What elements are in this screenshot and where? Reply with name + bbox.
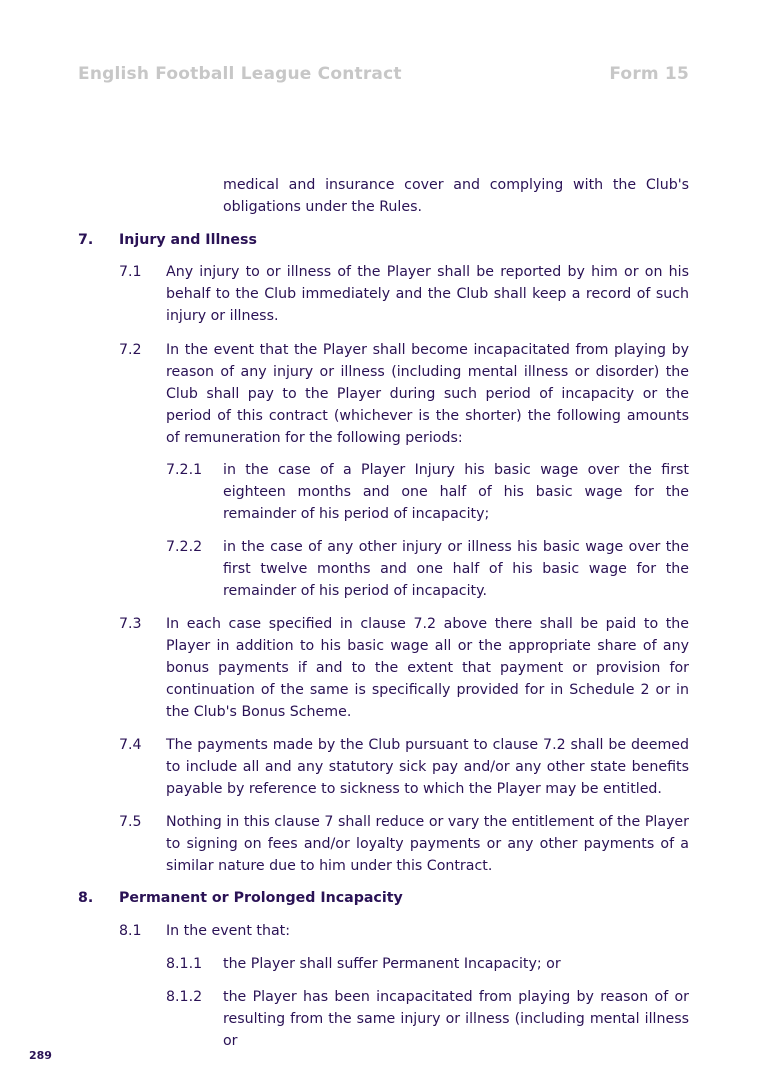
clause-number: 7.2 xyxy=(119,342,142,358)
subclause-number: 8.1.2 xyxy=(166,989,203,1005)
section-number: 7. xyxy=(78,232,94,248)
clause-number: 7.4 xyxy=(119,737,142,753)
section-title: Injury and Illness xyxy=(119,232,257,248)
page-number: 289 xyxy=(29,1049,52,1062)
clause-text: In the event that the Player shall become incapacitated from playing by reason of any injury or illness (including mental illness or disorder) the Club shall pay to the Player during such period of incapacity or the period of this contract (whichever is the shorter) the following amounts of remuneration for the following periods: xyxy=(166,342,689,446)
clause-number: 7.1 xyxy=(119,264,142,280)
clause-text: The payments made by the Club pursuant to clause 7.2 shall be deemed to include all and any statutory sick pay and/or any other state benefits payable by reference to sickness to which the Player may be entitled. xyxy=(166,737,689,797)
clause-text: Nothing in this clause 7 shall reduce or vary the entitlement of the Player to signing on fees and/or loyalty payments or any other payments of a similar nature due to him under this Contract. xyxy=(166,814,689,874)
clause-text: In each case specified in clause 7.2 above there shall be paid to the Player in addition to his basic wage all or the appropriate share of any bonus payments if and to the extent that payment or provision for continuation of the same is specifically provided for in Schedule 2 or in the Club's Bonus Scheme. xyxy=(166,616,689,720)
subclause-text: in the case of a Player Injury his basic wage over the first eighteen months and one half of his basic wage for the remainder of his period of incapacity; xyxy=(223,462,689,522)
subclause-number: 7.2.1 xyxy=(166,462,203,478)
subclause-text: the Player has been incapacitated from playing by reason of or resulting from the same injury or illness (including mental illness or xyxy=(223,989,689,1049)
subclause-number: 8.1.1 xyxy=(166,956,203,972)
subclause-text: the Player shall suffer Permanent Incapacity; or xyxy=(223,956,561,972)
clause-number: 8.1 xyxy=(119,923,142,939)
section-number: 8. xyxy=(78,890,94,906)
subclause-text: in the case of any other injury or illness his basic wage over the first twelve months and one half of his basic wage for the remainder of his period of incapacity. xyxy=(223,539,689,599)
clause-number: 7.5 xyxy=(119,814,142,830)
subclause-number: 7.2.2 xyxy=(166,539,203,555)
clause-text: Any injury to or illness of the Player shall be reported by him or on his behalf to the Club immediately and the Club shall keep a record of such injury or illness. xyxy=(166,264,689,324)
header-title: English Football League Contract xyxy=(78,64,402,84)
clause-number: 7.3 xyxy=(119,616,142,632)
continuation-paragraph: medical and insurance cover and complying with the Club's obligations under the Rules. xyxy=(223,177,689,215)
clause-text: In the event that: xyxy=(166,923,290,939)
header-form: Form 15 xyxy=(609,64,689,84)
section-title: Permanent or Prolonged Incapacity xyxy=(119,890,403,906)
